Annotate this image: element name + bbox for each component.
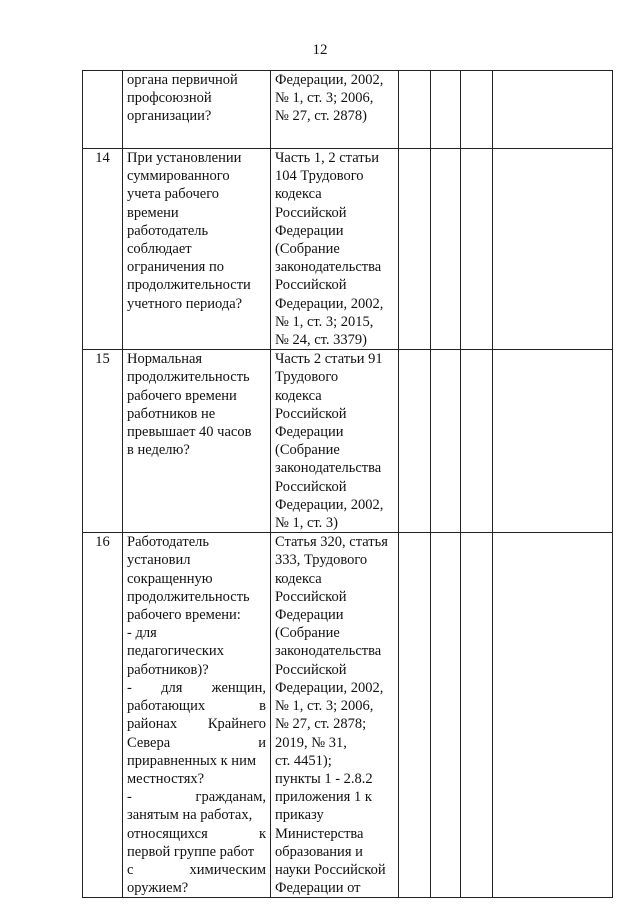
question-line: суммированного: [127, 168, 230, 185]
reference-line: законодательства: [275, 643, 382, 660]
question-cell: [123, 533, 271, 898]
answer-yes-cell: [399, 71, 431, 149]
question-line: местностях?: [127, 770, 205, 787]
reference-line: Федерации от: [275, 880, 361, 897]
question-cell: [123, 350, 271, 533]
reference-line: кодекса: [275, 387, 322, 404]
question-line: Работодатель: [127, 534, 209, 551]
question-line: соблюдает: [127, 241, 192, 258]
reference-line: Федерации, 2002,: [275, 72, 384, 88]
reference-line: Часть 1, 2 статьи: [275, 150, 379, 166]
answer-na-cell: [461, 71, 493, 149]
reference-line: № 27, ст. 2878): [275, 108, 367, 125]
question-line: сокращенную: [127, 570, 213, 587]
reference-line: законодательства: [275, 460, 382, 477]
table-row: [83, 533, 613, 898]
question-line: времени: [127, 204, 179, 221]
question-line: - для женщин,: [127, 679, 266, 696]
reference-line: (Собрание: [275, 442, 340, 459]
question-line: Нормальная: [127, 351, 203, 368]
reference-line: Статья 320, статья: [275, 534, 388, 551]
question-line: организации?: [127, 108, 212, 125]
notes-cell: [493, 71, 613, 149]
legal-reference-cell: [271, 71, 399, 149]
question-line: первой группе работ: [127, 843, 255, 860]
table-row: [83, 149, 613, 350]
question-line: работающих в: [127, 698, 266, 715]
reference-line: Российской: [275, 277, 347, 294]
question-line: работодатель: [127, 222, 209, 239]
reference-line: № 1, ст. 3; 2006,: [275, 698, 374, 715]
reference-line: науки Российской: [275, 861, 386, 878]
question-line: относящихся к: [127, 825, 266, 842]
reference-line: 333, Трудового: [275, 552, 368, 569]
reference-line: Федерации, 2002,: [275, 679, 384, 696]
reference-line: Часть 2 статьи 91: [275, 351, 383, 368]
answer-no-cell: [431, 350, 461, 533]
notes-cell: [493, 533, 613, 898]
answer-yes-cell: [399, 149, 431, 350]
question-line: педагогических: [127, 643, 224, 660]
answer-na-cell: [461, 350, 493, 533]
question-line: продолжительность: [127, 588, 250, 605]
question-line: При установлении: [127, 150, 242, 166]
reference-line: № 1, ст. 3; 2006,: [275, 90, 374, 107]
reference-line: приложения 1 к: [275, 789, 372, 806]
row-number-cell: 16: [83, 533, 123, 898]
question-line: работников не: [127, 405, 216, 422]
question-cell: [123, 71, 271, 149]
reference-line: приказу: [275, 807, 324, 824]
question-line: рабочего времени: [127, 387, 237, 404]
question-line: - для: [127, 625, 157, 642]
question-line: установил: [127, 552, 191, 569]
reference-line: образования и: [275, 843, 363, 860]
reference-line: Министерства: [275, 825, 364, 842]
reference-line: кодекса: [275, 570, 322, 587]
reference-line: Российской: [275, 405, 347, 422]
legal-reference-cell: [271, 350, 399, 533]
notes-cell: [493, 350, 613, 533]
reference-line: Федерации: [275, 424, 344, 441]
reference-line: (Собрание: [275, 625, 340, 642]
reference-line: (Собрание: [275, 241, 340, 258]
reference-line: Федерации, 2002,: [275, 496, 384, 513]
reference-line: пункты 1 - 2.8.2: [275, 770, 373, 787]
question-line: продолжительность: [127, 369, 250, 386]
answer-yes-cell: [399, 350, 431, 533]
question-line: учета рабочего: [127, 186, 220, 203]
question-cell: [123, 149, 271, 350]
question-line: с химическим: [127, 861, 266, 878]
reference-line: Федерации, 2002,: [275, 295, 384, 312]
question-line: приравненных к ним: [127, 752, 256, 769]
reference-line: Федерации: [275, 607, 344, 624]
question-line: Севера и: [127, 734, 266, 751]
answer-no-cell: [431, 533, 461, 898]
table-row: [83, 71, 613, 149]
page-number: 12: [312, 42, 328, 58]
table-row: [83, 350, 613, 533]
answer-no-cell: [431, 71, 461, 149]
reference-line: № 1, ст. 3; 2015,: [275, 313, 374, 330]
reference-line: 104 Трудового: [275, 168, 364, 185]
question-line: превышает 40 часов: [127, 424, 252, 441]
question-line: районах Крайнего: [127, 716, 266, 733]
reference-line: Федерации: [275, 222, 344, 239]
reference-line: кодекса: [275, 186, 322, 203]
question-line: учетного периода?: [127, 295, 243, 312]
notes-cell: [493, 149, 613, 350]
answer-na-cell: [461, 149, 493, 350]
legal-reference-cell: [271, 533, 399, 898]
question-line: занятым на работах,: [127, 807, 253, 824]
reference-line: ст. 4451);: [275, 752, 332, 769]
reference-line: Трудового: [275, 369, 339, 386]
reference-line: законодательства: [275, 259, 382, 276]
answer-no-cell: [431, 149, 461, 350]
checklist-table: [82, 70, 613, 898]
question-line: оружием?: [127, 880, 189, 897]
row-number-cell: 14: [83, 149, 123, 350]
question-line: профсоюзной: [127, 90, 212, 107]
answer-yes-cell: [399, 533, 431, 898]
question-line: органа первичной: [127, 72, 238, 88]
reference-line: № 24, ст. 3379): [275, 332, 367, 349]
reference-line: № 27, ст. 2878;: [275, 716, 367, 733]
reference-line: Российской: [275, 588, 347, 605]
question-line: работников)?: [127, 661, 209, 678]
question-line: - гражданам,: [127, 789, 266, 806]
reference-line: Российской: [275, 204, 347, 221]
reference-line: № 1, ст. 3): [275, 515, 338, 532]
legal-reference-cell: [271, 149, 399, 350]
reference-line: 2019, № 31,: [275, 734, 347, 751]
question-line: ограничения по: [127, 259, 224, 276]
row-number-cell: [83, 71, 123, 149]
question-line: в неделю?: [127, 442, 190, 459]
row-number-cell: 15: [83, 350, 123, 533]
question-line: рабочего времени:: [127, 607, 241, 624]
answer-na-cell: [461, 533, 493, 898]
reference-line: Российской: [275, 478, 347, 495]
reference-line: Российской: [275, 661, 347, 678]
question-line: продолжительности: [127, 277, 251, 294]
